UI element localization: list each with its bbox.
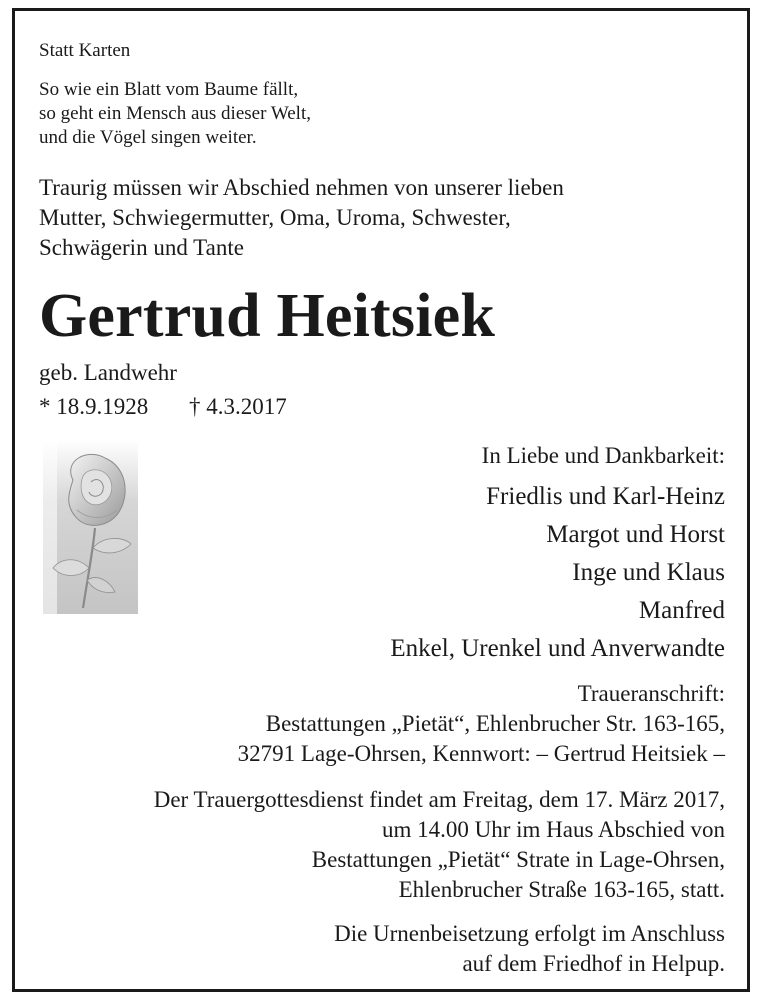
birth-date: * 18.9.1928 (39, 394, 149, 419)
address-heading: Traueranschrift: (577, 681, 725, 706)
intro-line-2: Mutter, Schwiegermutter, Oma, Uroma, Schwester, (39, 205, 511, 230)
service-line-2: um 14.00 Uhr im Haus Abschied von (381, 817, 725, 842)
intro-line-1: Traurig müssen wir Abschied nehmen von unserer lieben (39, 175, 564, 200)
service-line-1: Der Trauergottesdienst findet am Freitag, dem 17. März 2017, (153, 787, 725, 812)
burial-line-2: auf dem Friedhof in Helpup. (462, 951, 725, 976)
mourners-heading: In Liebe und Dankbarkeit: (481, 443, 725, 468)
death-date: † 4.3.2017 (189, 394, 287, 419)
service-line-4: Ehlenbrucher Straße 163-165, statt. (398, 877, 725, 902)
address-line-2: 32791 Lage-Ohrsen, Kennwort: – Gertrud Heitsiek – (237, 741, 725, 766)
obituary-frame (12, 8, 750, 992)
maiden-name: geb. Landwehr (39, 360, 177, 385)
deceased-name: Gertrud Heitsiek (39, 282, 496, 350)
mourner-4: Manfred (638, 597, 725, 624)
rose-icon (43, 440, 138, 614)
poem-line-3: und die Vögel singen weiter. (39, 127, 257, 148)
poem-line-1: So wie ein Blatt vom Baume fällt, (39, 79, 299, 100)
mourner-3: Inge und Klaus (572, 559, 725, 586)
service-line-3: Bestattungen „Pietät“ Strate in Lage-Ohrsen, (311, 847, 725, 872)
poem-line-2: so geht ein Mensch aus dieser Welt, (39, 103, 311, 124)
mourner-1: Friedlis und Karl-Heinz (486, 483, 725, 510)
mourner-2: Margot und Horst (546, 521, 725, 548)
statt-karten-label: Statt Karten (39, 40, 131, 61)
burial-line-1: Die Urnenbeisetzung erfolgt im Anschluss (334, 921, 725, 946)
address-line-1: Bestattungen „Pietät“, Ehlenbrucher Str. 163-165, (265, 711, 725, 736)
intro-line-3: Schwägerin und Tante (39, 235, 244, 260)
mourner-5: Enkel, Urenkel und Anverwandte (390, 635, 725, 662)
